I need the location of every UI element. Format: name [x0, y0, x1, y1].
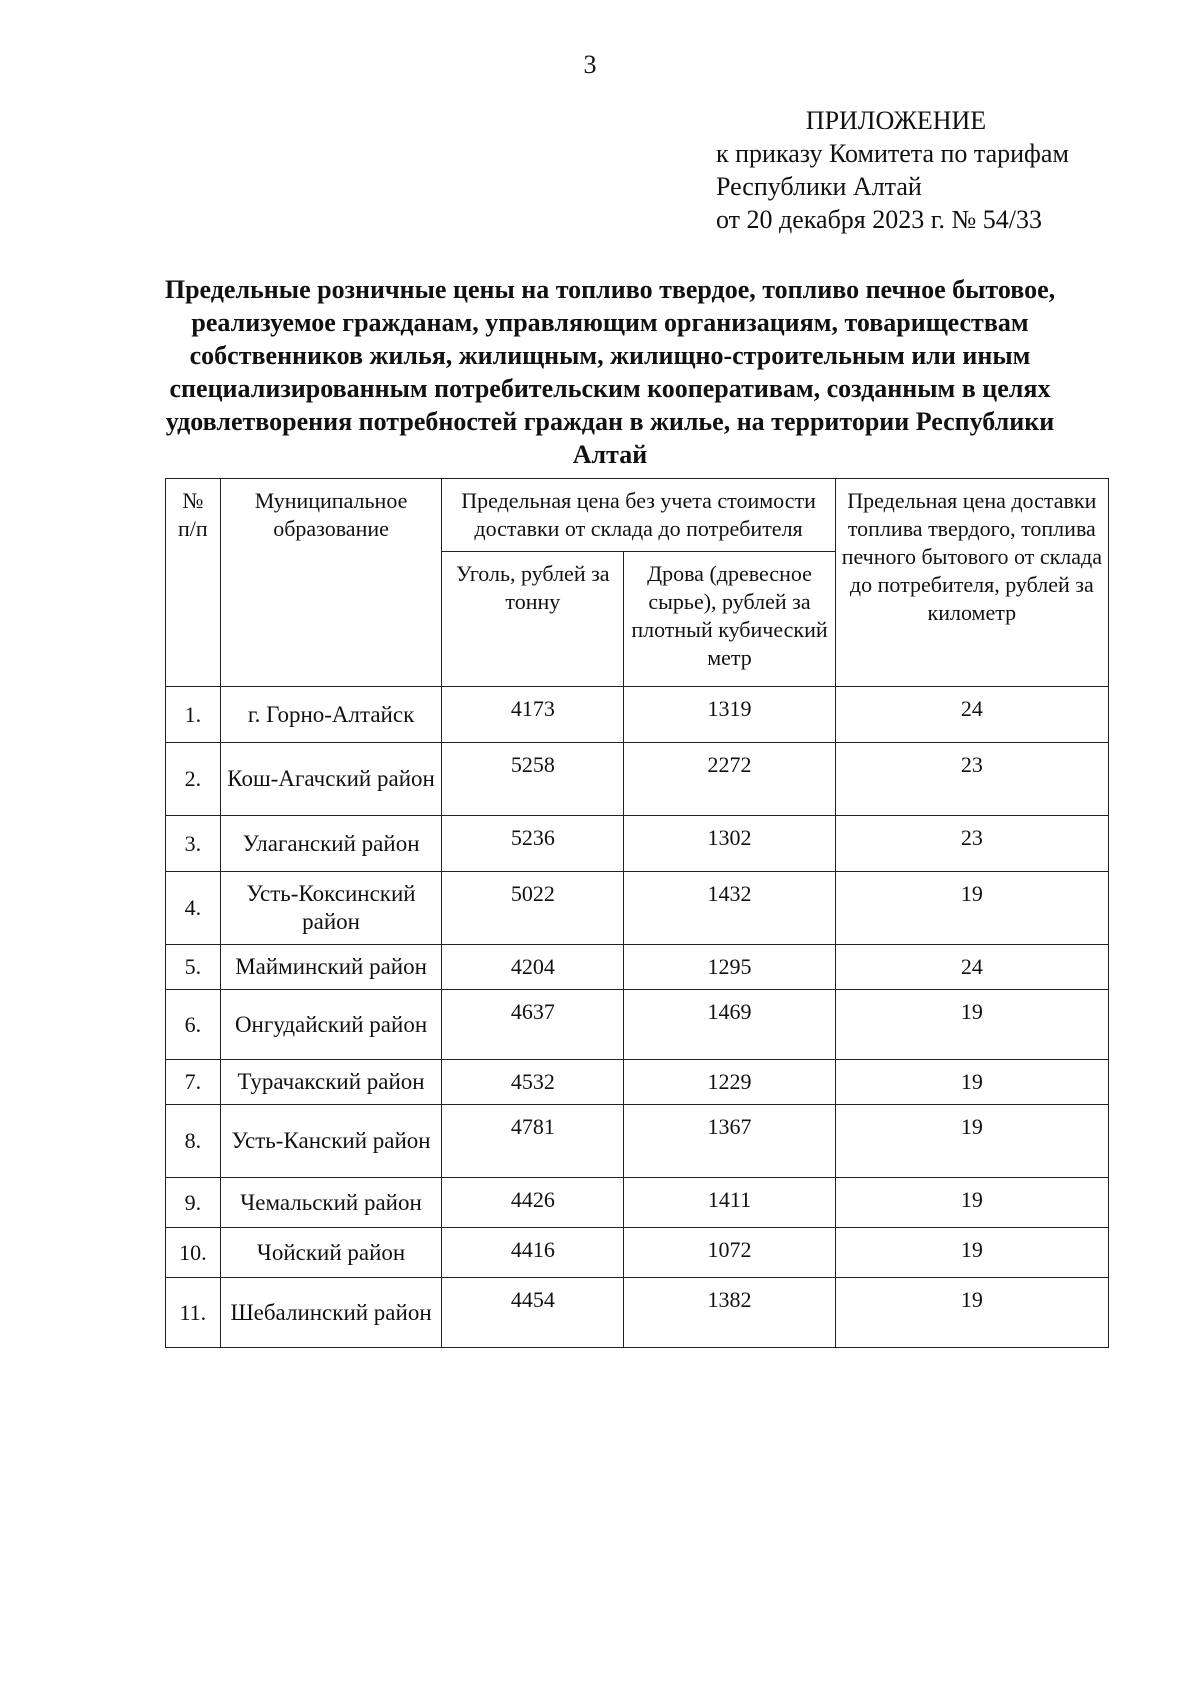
row-number: 7. [166, 1060, 221, 1105]
row-number: 1. [166, 687, 221, 743]
row-delivery-price: 19 [835, 1228, 1108, 1278]
row-municipality: Чемальский район [220, 1178, 442, 1228]
row-coal-price: 4454 [442, 1278, 624, 1348]
appendix-block [716, 104, 1076, 236]
row-wood-price: 1229 [624, 1060, 835, 1105]
row-municipality: Улаганский район [220, 816, 442, 872]
row-delivery-price: 19 [835, 1278, 1108, 1348]
row-number: 5. [166, 945, 221, 990]
row-municipality: Майминский район [220, 945, 442, 990]
row-coal-price: 4416 [442, 1228, 624, 1278]
row-coal-price: 5258 [442, 743, 624, 816]
appendix-line-3: от 20 декабря 2023 г. № 54/33 [716, 205, 1043, 234]
document-title: Предельные розничные цены на топливо твердое, топливо печное бытовое, реализуемое гражданам, управляющим организациям, товариществам собственников жилья, жилищным, жилищно-строительным или иным специализированным потребительским кооперативам, созданным в целях удовлетворения потребностей граждан в жилье, на территории Республики Алтай [164, 275, 1056, 469]
row-number: 6. [166, 990, 221, 1060]
row-delivery-price: 24 [835, 687, 1108, 743]
header-price-group: Предельная цена без учета стоимости доставки от склада до потребителя [442, 479, 835, 552]
page-number: 3 [583, 50, 597, 79]
header-municipality: Муниципальное образование [220, 479, 442, 687]
row-number: 9. [166, 1178, 221, 1228]
row-wood-price: 1367 [624, 1105, 835, 1178]
row-number: 3. [166, 816, 221, 872]
table-row [166, 872, 1109, 945]
row-coal-price: 4426 [442, 1178, 624, 1228]
row-coal-price: 4173 [442, 687, 624, 743]
table-row [166, 945, 1109, 990]
appendix-line-2: Республики Алтай [716, 172, 922, 201]
row-municipality: Кош-Агачский район [220, 743, 442, 816]
row-delivery-price: 19 [835, 1060, 1108, 1105]
row-wood-price: 1319 [624, 687, 835, 743]
row-wood-price: 1411 [624, 1178, 835, 1228]
row-wood-price: 1432 [624, 872, 835, 945]
row-delivery-price: 19 [835, 1105, 1108, 1178]
table-row [166, 990, 1109, 1060]
table-row [166, 1178, 1109, 1228]
table-row [166, 743, 1109, 816]
row-coal-price: 5236 [442, 816, 624, 872]
row-municipality: Усть-Канский район [220, 1105, 442, 1178]
table-row [166, 1278, 1109, 1348]
row-municipality: Турачакский район [220, 1060, 442, 1105]
appendix-line-1: к приказу Комитета по тарифам [716, 139, 1069, 168]
row-municipality: г. Горно-Алтайск [220, 687, 442, 743]
row-wood-price: 1469 [624, 990, 835, 1060]
header-wood: Дрова (древесное сырье), рублей за плотный кубический метр [624, 552, 835, 687]
row-number: 2. [166, 743, 221, 816]
row-coal-price: 4637 [442, 990, 624, 1060]
row-delivery-price: 19 [835, 872, 1108, 945]
row-number: 10. [166, 1228, 221, 1278]
header-delivery: Предельная цена доставки топлива твердого, топлива печного бытового от склада до потребителя, рублей за километр [835, 479, 1108, 687]
row-delivery-price: 23 [835, 743, 1108, 816]
table-row [166, 1105, 1109, 1178]
row-municipality: Онгудайский район [220, 990, 442, 1060]
row-wood-price: 1302 [624, 816, 835, 872]
row-delivery-price: 19 [835, 1178, 1108, 1228]
header-coal: Уголь, рублей за тонну [442, 552, 624, 687]
table-header-row [166, 479, 1109, 552]
table-row [166, 1228, 1109, 1278]
table-row [166, 687, 1109, 743]
row-delivery-price: 19 [835, 990, 1108, 1060]
table-row [166, 816, 1109, 872]
row-coal-price: 5022 [442, 872, 624, 945]
row-delivery-price: 23 [835, 816, 1108, 872]
row-municipality: Усть-Коксинский район [220, 872, 442, 945]
row-wood-price: 2272 [624, 743, 835, 816]
row-municipality: Шебалинский район [220, 1278, 442, 1348]
row-coal-price: 4781 [442, 1105, 624, 1178]
table-body [166, 687, 1109, 1348]
header-number: № п/п [166, 479, 221, 687]
row-municipality: Чойский район [220, 1228, 442, 1278]
row-number: 11. [166, 1278, 221, 1348]
price-table [165, 478, 1109, 1348]
row-number: 8. [166, 1105, 221, 1178]
row-wood-price: 1382 [624, 1278, 835, 1348]
row-coal-price: 4204 [442, 945, 624, 990]
row-wood-price: 1072 [624, 1228, 835, 1278]
row-number: 4. [166, 872, 221, 945]
appendix-heading: ПРИЛОЖЕНИЕ [805, 106, 987, 135]
table-row [166, 1060, 1109, 1105]
row-delivery-price: 24 [835, 945, 1108, 990]
row-wood-price: 1295 [624, 945, 835, 990]
row-coal-price: 4532 [442, 1060, 624, 1105]
